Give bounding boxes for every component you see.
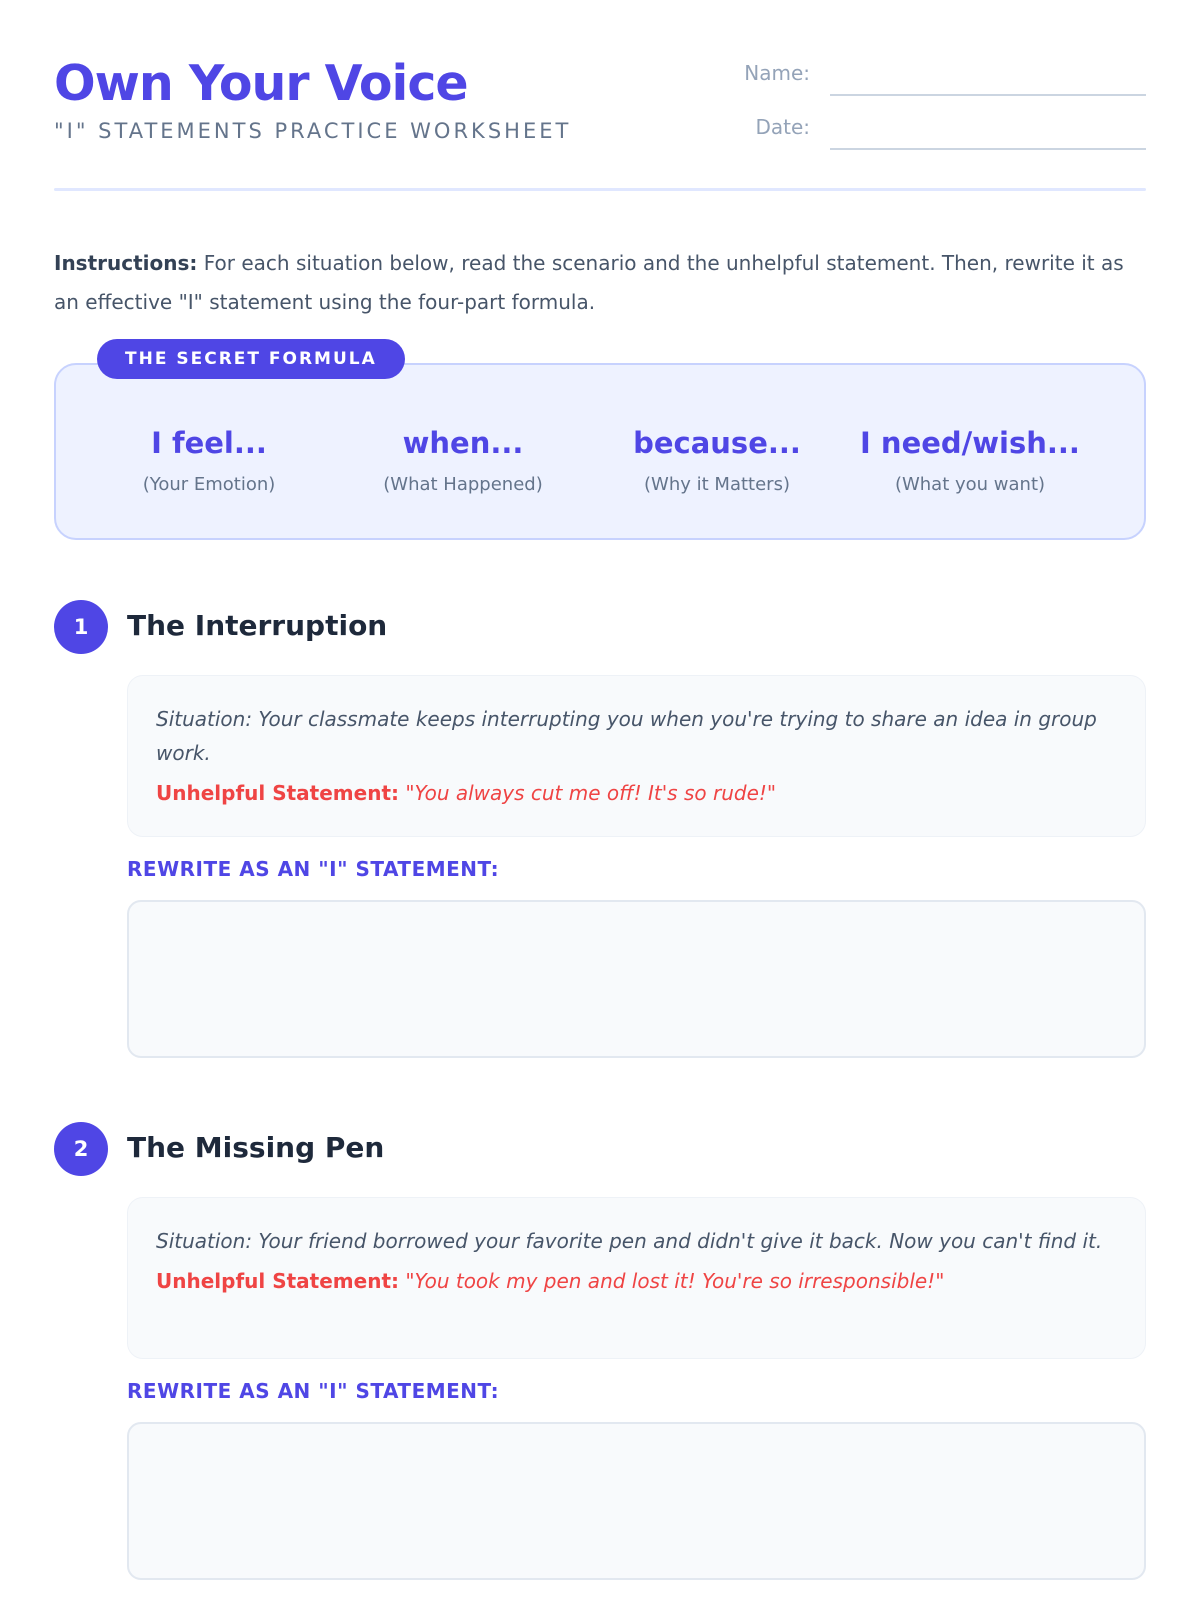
formula-part-feel (79, 425, 339, 497)
date-label: Date: (755, 115, 810, 139)
formula-part-sub: (Your Emotion) (142, 474, 276, 495)
formula-part-sub: (What you want) (894, 474, 1046, 495)
unhelpful-quote: "You took my pen and lost it! You're so irresponsible!" (405, 1269, 945, 1293)
rewrite-label: REWRITE AS AN "I" STATEMENT: (127, 857, 500, 881)
name-line[interactable] (830, 94, 1146, 96)
formula-part-sub: (What Happened) (383, 474, 543, 495)
situation-text: Situation: Your friend borrowed your favorite pen and didn't give it back. Now you can't find it. (156, 1229, 1103, 1253)
page-title: Own Your Voice (54, 55, 468, 112)
unhelpful-quote: "You always cut me off! It's so rude!" (405, 781, 777, 805)
date-field[interactable] (744, 112, 1146, 152)
situation-box (127, 675, 1146, 837)
name-label: Name: (744, 61, 810, 85)
date-line[interactable] (830, 148, 1146, 150)
formula-part-because (587, 425, 847, 497)
formula-badge: THE SECRET FORMULA (97, 339, 405, 379)
scenario-number-badge: 2 (54, 1122, 108, 1176)
scenario-title: The Missing Pen (127, 1131, 385, 1164)
header-divider (54, 188, 1146, 191)
instructions (54, 244, 1146, 322)
scenario-title: The Interruption (127, 609, 388, 642)
worksheet-header (54, 54, 1146, 192)
page-subtitle: "I" STATEMENTS PRACTICE WORKSHEET (54, 119, 572, 143)
situation-text: Situation: Your classmate keeps interrupting you when you're trying to share an idea in group work. (156, 707, 1097, 765)
rewrite-label: REWRITE AS AN "I" STATEMENT: (127, 1379, 500, 1403)
formula-part-sub: (Why it Matters) (644, 474, 790, 495)
unhelpful-statement (156, 776, 1117, 810)
formula-part-main: when... (402, 426, 524, 460)
name-field[interactable] (744, 58, 1146, 98)
worksheet-page (54, 0, 1146, 1600)
formula-part-main: I need/wish... (860, 426, 1080, 460)
unhelpful-statement (156, 1264, 1117, 1298)
formula-box (54, 363, 1146, 540)
answer-box[interactable] (127, 1422, 1146, 1580)
answer-box[interactable] (127, 900, 1146, 1058)
instructions-lead: Instructions: (54, 251, 198, 275)
formula-part-main: because... (633, 426, 801, 460)
unhelpful-label: Unhelpful Statement: (156, 781, 399, 805)
scenario-number-badge: 1 (54, 600, 108, 654)
formula-part-need (840, 425, 1100, 497)
instructions-text: For each situation below, read the scenario and the unhelpful statement. Then, rewrite it as an effective "I" statement using the four-part formula. (54, 251, 1124, 314)
situation-box (127, 1197, 1146, 1359)
formula-part-when (333, 425, 593, 497)
unhelpful-label: Unhelpful Statement: (156, 1269, 399, 1293)
formula-part-main: I feel... (151, 426, 267, 460)
